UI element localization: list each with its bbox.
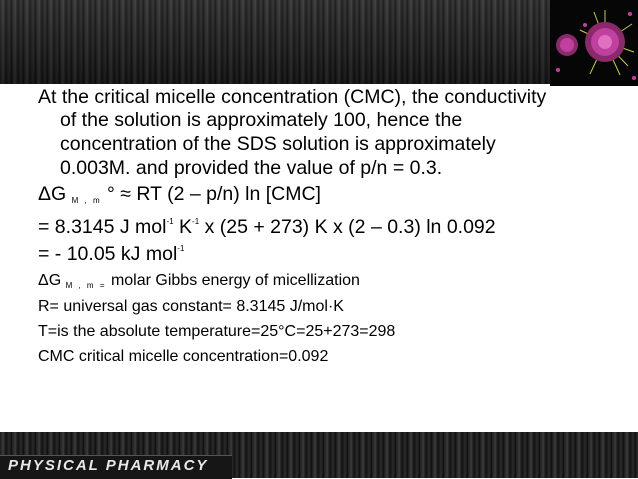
def1-prefix: ΔG: [38, 272, 62, 289]
definition-t: T=is the absolute temperature=25°C=25+273=298: [38, 323, 396, 340]
footer-title: PHYSICAL PHARMACY: [8, 457, 209, 474]
equation-gibbs: [38, 183, 321, 206]
para1-line4: 0.003M. and provided the value of p/n = 0.3.: [60, 157, 443, 179]
eq1-subscript: M , m: [71, 196, 102, 205]
definition-cmc: CMC critical micelle concentration=0.092: [38, 348, 329, 365]
equation-substitution: [38, 216, 496, 239]
para1-line3: concentration of the SDS solution is approximately: [60, 133, 496, 155]
eq2-c: x (25 + 273) K x (2 – 0.3) ln 0.092: [199, 216, 496, 238]
eq3-sup: -1: [177, 244, 185, 253]
eq1-rest: ° ≈ RT (2 – p/n) ln [CMC]: [107, 183, 321, 205]
para1-line1: At the critical micelle concentration (CMC), the conductivity: [38, 86, 547, 108]
eq2-b: K: [173, 216, 193, 238]
eq1-prefix: ΔG: [38, 183, 67, 205]
eq2-a: = 8.3145 J mol: [38, 216, 167, 238]
eq2-sup1: -1: [166, 217, 174, 226]
equation-result: [38, 243, 184, 266]
def1-subscript: M , m =: [65, 281, 107, 290]
definition-r: R= universal gas constant= 8.3145 J/mol·K: [38, 298, 344, 315]
eq3-a: = - 10.05 kJ mol: [38, 243, 178, 265]
eq2-sup2: -1: [192, 217, 200, 226]
def1-rest: molar Gibbs energy of micellization: [110, 272, 360, 289]
definition-gibbs: [38, 272, 360, 290]
para1-line2: of the solution is approximately 100, hence the: [60, 109, 463, 131]
